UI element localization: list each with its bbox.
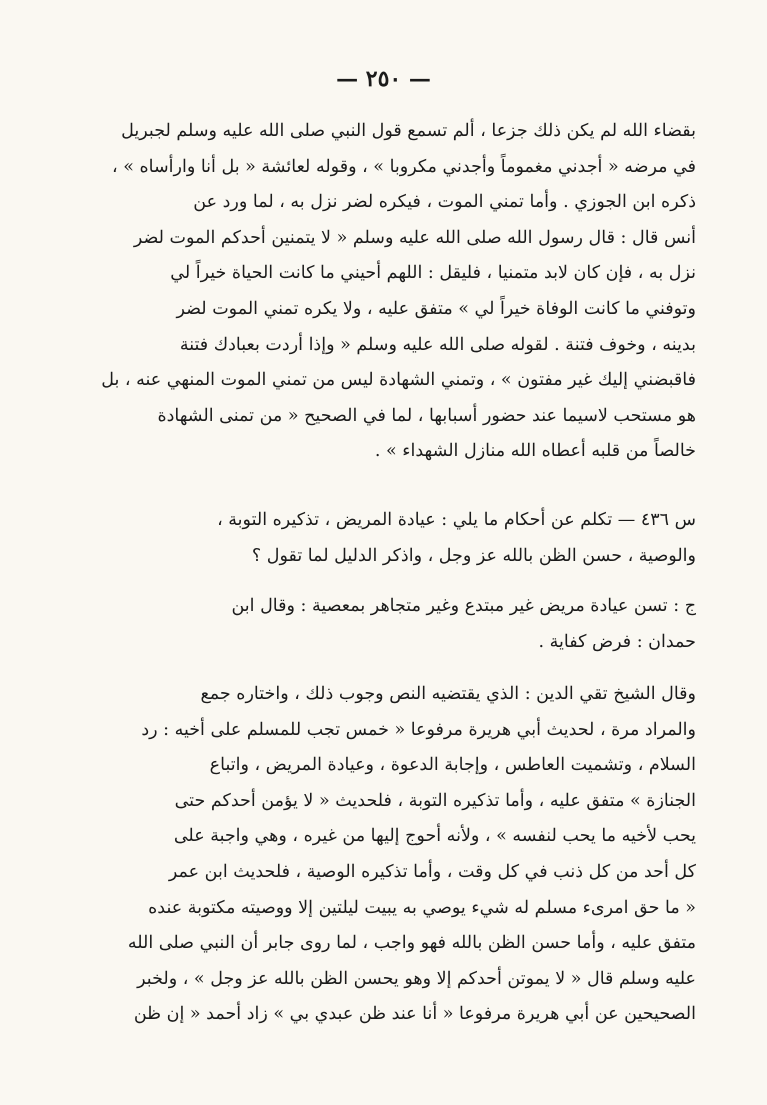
text-line: والوصية ، حسن الظن بالله عز وجل ، واذكر الدليل لما تقول ؟ xyxy=(251,545,696,566)
paragraph-continuation xyxy=(96,114,696,470)
text-line: هو مستحب لاسيما عند حضور أسبابها ، لما في الصحيح « من تمنى الشهادة xyxy=(157,405,696,426)
text-line: س ٤٣٦ — تكلم عن أحكام ما يلي : عيادة المريض ، تذكيره التوبة ، xyxy=(217,510,696,530)
text-line: بقضاء الله لم يكن ذلك جزعا ، ألم تسمع قول النبي صلى الله عليه وسلم لجبريل xyxy=(121,121,696,141)
answer-main-paragraph xyxy=(96,677,696,1033)
text-line: السلام ، وتشميت العاطس ، وإجابة الدعوة ، وعيادة المريض ، واتباع xyxy=(209,755,696,776)
text-line: والمراد مرة ، لحديث أبي هريرة مرفوعا « خمس تجب للمسلم على أخيه : رد xyxy=(141,719,696,740)
text-line: ج : تسن عيادة مريض غير مبتدع وغير متجاهر بمعصية : وقال ابن xyxy=(231,596,696,616)
text-line: متفق عليه ، وأما حسن الظن بالله فهو واجب ، لما روى جابر أن النبي صلى الله xyxy=(127,933,696,954)
text-line: خالصاً من قلبه أعطاه الله منازل الشهداء » . xyxy=(374,441,696,462)
text-line: وتوفني ما كانت الوفاة خيراً لي » متفق عليه ، ولا يكره تمني الموت لضر xyxy=(176,298,696,319)
text-line: كل أحد من كل ذنب في كل وقت ، وأما تذكيره الوصية ، فلحديث ابن عمر xyxy=(168,861,696,882)
text-line: حمدان : فرض كفاية . xyxy=(538,631,696,652)
question-paragraph xyxy=(96,503,696,574)
text-line: في مرضه « أجدني مغموماً وأجدني مكروبا » ، وقوله لعائشة « بل أنا وارأساه » ، xyxy=(112,156,696,177)
text-line: الجنازة » متفق عليه ، وأما تذكيره التوبة ، فلحديث « لا يؤمن أحدكم حتى xyxy=(174,790,696,811)
text-line: « ما حق امرىء مسلم له شيء يوصي به يبيت ليلتين إلا ووصيته مكتوبة عنده xyxy=(148,897,696,918)
text-line: بدينه ، وخوف فتنة . لقوله صلى الله عليه وسلم « وإذا أردت بعبادك فتنة xyxy=(179,334,696,355)
page-number: — ٢٥٠ — xyxy=(336,66,431,92)
text-line: نزل به ، فإن كان لابد متمنيا ، فليقل : اللهم أحيني ما كانت الحياة خيراً لي xyxy=(170,263,696,284)
text-line: أنس قال : قال رسول الله صلى الله عليه وسلم « لا يتمنين أحدكم الموت لضر xyxy=(133,227,696,248)
text-line: الصحيحين عن أبي هريرة مرفوعا « أنا عند ظن عبدي بي » زاد أحمد « إن ظن xyxy=(133,1004,696,1025)
answer-intro-paragraph xyxy=(96,589,696,660)
text-line: فاقبضني إليك غير مفتون » ، وتمني الشهادة ليس من تمني الموت المنهي عنه ، بل xyxy=(101,370,696,391)
text-line: ذكره ابن الجوزي . وأما تمني الموت ، فيكره لضر نزل به ، لما ورد عن xyxy=(193,192,696,213)
text-line: عليه وسلم قال « لا يموتن أحدكم إلا وهو يحسن الظن بالله عز وجل » ، ولخبر xyxy=(137,968,696,989)
text-line: وقال الشيخ تقي الدين : الذي يقتضيه النص وجوب ذلك ، واختاره جمع xyxy=(200,684,696,704)
text-line: يحب لأخيه ما يحب لنفسه » ، ولأنه أحوج إليها من غيره ، وهي واجبة على xyxy=(173,826,696,847)
